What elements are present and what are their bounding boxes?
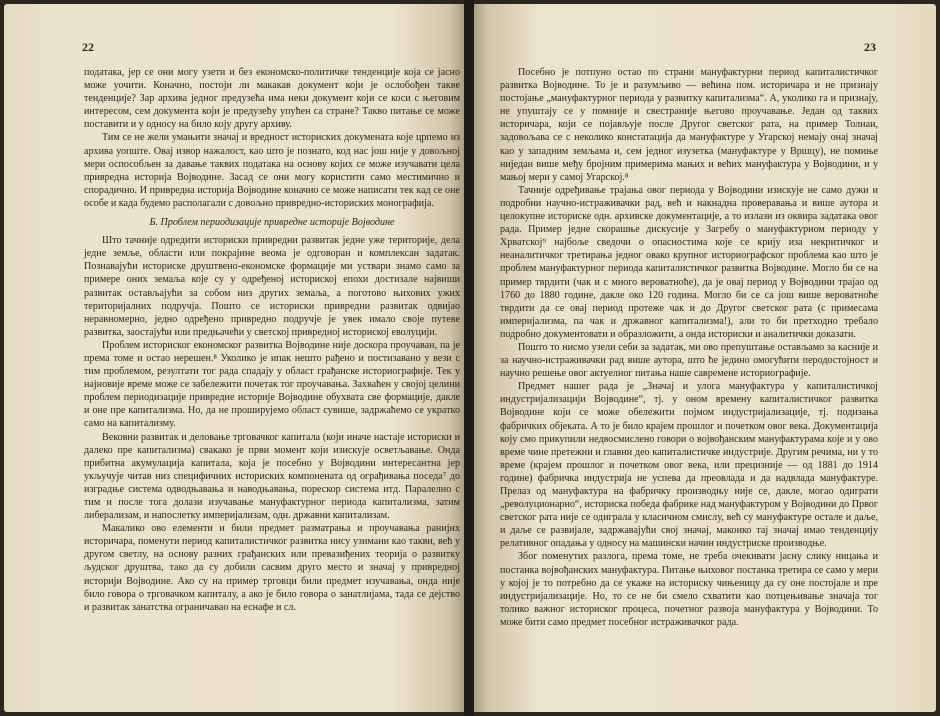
- right-page: [474, 4, 936, 712]
- page-number-left: 22: [82, 40, 94, 54]
- paragraph: Вековни развитак и деловање трговачког капитала (који иначе настаје историски и далеко пре капитализма) свакако је први момент који изискује осветљавање. Онда прибитна акумулација капитала, која је посебно у Војводини интересантна јер укључује читав низ специфичних историских компонената од ограђивања поседа⁷ до изградње система одводњавања и наводњавања, порескор система итд. Паралелно с тим и после тога долази изучавање мануфактурног периода капитализма, затим либерализам, и напослетку империјализам, одн. државни капитализам.: [84, 431, 460, 522]
- paragraph: података, јер се они могу узети и без економско-политичке тенденције која се јасно може уочити. Коначно, постоји ли макакав документ који је ослобођен такве тенденције? Зар архива једног предузећа има неки документ који се коси с његовим интересом, сем документа који је предузећу упућен са стране? Такво питање се може поставити и у односу на било коју другу архиву.: [84, 67, 460, 131]
- section-heading: Б. Проблем периодизације привредне историје Војводине: [149, 217, 395, 229]
- paragraph: Предмет нашег рада је „Значај и улога мануфактура у капиталистичкој индустријализацији Војводине“, тј. у оном времену капиталистичког развитка Војводине који се може обележити појмом индустријализације, тј. подизања фабричких објеката. А то је било крајем прошлог и почетком овог века. Документација коју смо прикупили недвосмислено говори о војвођанским мануфактурама које и у ово време чине претежни и главни део капиталистичке индустрије. Другим речима, ни у то време (крајем прошлог и почетком овог века, или прецизније — од 1881 до 1914 године) фабричка индустрија не успева да преовлада и да надвлада мануфактуре. Прелаз од мануфактура на фабричку производњу није се, дакле, могао одиграти „револуционарно“, историска победа фабрике над мануфактуром у Војводини до Првог светског рата није се одиграла у класичном смислу, већ су мануфактуре остале и даље, и даље се развијале, задржавајући свој значај, макоико тај значај имао тенденцију релативног опадања у односу на машински начин индустриске производње.: [500, 381, 878, 550]
- paragraph: Пошто то нисмо узели себи за задатак, ми ово препуштање остављамо за касније и за научно-истраживачки рад више аутора, што ће једино омогућити перодостојност и научно решење овог актуелног питања наше савремене историографије.: [500, 341, 878, 380]
- paragraph: Што тачније одредити историски привредни развитак једне уже територије, дела једне земље, области или покрајине веома је одговоран и комплексан задатак. Познавајући историске друштвено-економске формације ми уствари знамо само за примере оних земаља које су у одређеној историској епохи достизале највиши развитак остављајући за собом низ других земаља, а поготово њихових ужих територијалних подручја. Пошто се историски привредни развитак одвијао неравномерно, једно одређено привредно подручје је увек имало своје путеве развитка, заостајући или предњачећи у светској привредној историској еволуцији.: [84, 235, 460, 338]
- page-number-right: 23: [864, 40, 876, 54]
- left-page-text: [84, 66, 460, 614]
- paragraph: Тим се не жели умањити значај и вредност историских докумената које црпемо из архива уопште. Овај извор нажалост, као што је познато, код нас још није у довољној мери оспособљен за давање таквих података на основу којих се може изучавати цела привредна историја Војводине. Засад се они могу користити само местимично и спорадично. И привредна историја Војводине коначно се може написати тек кад се оне особе и када будемо располагали с довољно привредно-историских монографија.: [84, 132, 460, 209]
- paragraph: Тачније одређивање трајања овог периода у Војводини изискује не само дужи и подробни научно-истраживачки рад, већ и накнадна проверавања и више аутора и целокупне историске одн. архивске документације, а то излази из оквира задатака овог рада. Пример једне скорашње дискусије у Загребу о мануфактурном периоду у Хрватској⁹ најбоље сведочи о опасностима које се крију иза некритичког и неаналитичког третирања једног овако крупног историографског проблема као што је проблем мануфактурног периода капиталистичког развитка Војводине. Могло би се на пример тврдити (чак и с много вероватноће), да је овај период у Војводини трајао од 1760 до 1880 године, дакле око 120 година. Могло би се са још више вероватноће тврдити да се овај период протеже чак и до Другог светског рата (с примесама империјализма, па чак и државног капитализма!), али то би претходно требало подробно документовати и образложити, а онда историски и аналитички доказати.: [500, 184, 878, 340]
- right-page-text: [500, 66, 878, 629]
- paragraph: Проблем историског економског развитка Војводине није доскора проучаван, па је према томе и остао нерешен.⁸ Уколико је ипак нешто рађено и постизавано у вези с тим проблемом, резултати тог рада спадају у област грађанске историографије. Тек у најновије време може се забележити почетак тог проучавања. Захваћен у својој целини проблем периодизације привредне историје Војводине обухвата све формације, дакле и оне пре капитализма. Но, да не проширујемо област сувише, задржаћемо се укратко само на капитализму.: [84, 339, 460, 430]
- paragraph: Макалико ово елементи и били предмет разматрања и проучавања ранијих историчара, поменути период капиталистичког развитка нису узимани као такви, већ у другом светлу, на основу разних грађанских или превазиђених теорија о развитку људског друштва, тако да су добили сасвим друго место и значај у привредној историји Војводине. Ако су на пример трговци били предмет изучавања, онда није било говора о трговачком капиталу, а ако је било говора о занатлијама, тада се дејство и развитак занатства ограничавао на еснафе и сл.: [84, 523, 460, 613]
- paragraph: Посебно је потпуно остао по страни мануфактурни период капиталистичког развитка Војводине. То је и разумљиво — већина пом. историчара и не признају постојање „мануфактурног периода у развитку капитализма“. А, уколико га и признају, не упуштају се у помније и свестраније његово проучавање. Један од таквих историчара, који се појављује после Другог светског рата, на пример Толнаи, задовољава се с неколико констатација да мануфактуре у Угарској немају онај значај као у западним земљама и, сем једног изузетка (мануфактуре у Вршцу), не помиње ниједан више међу бројним примерима мањих и већих мануфактура у Војводини, и у мањој мери у самој Угарској.⁸: [500, 67, 878, 183]
- paragraph: Због поменутих разлога, према томе, не треба очекивати јасну слику ницања и постанка војвођанских мануфактура. Питање њиховог постанка третира се само у мери у којој је то потребно да се укаже на историску чињеницу да су оне постојале и пре индустријализације. Но, то се не би смело схватити као потцењивање значаја тог толико важног историског процеса, почетног развоја мануфактура у Војводини. То може бити само предмет посебног истраживачког рада.: [500, 551, 878, 628]
- left-page: [4, 4, 464, 712]
- book-gutter: [464, 0, 474, 716]
